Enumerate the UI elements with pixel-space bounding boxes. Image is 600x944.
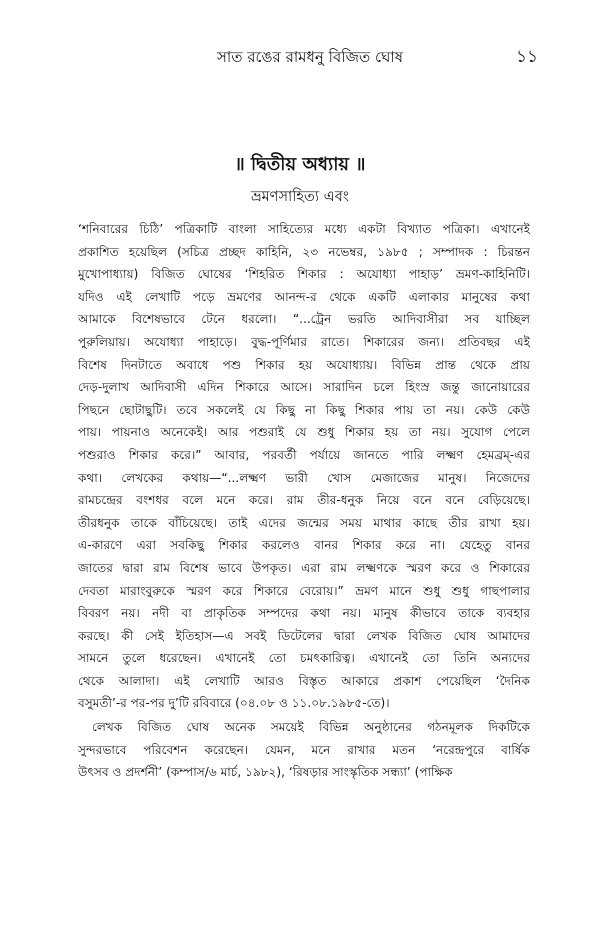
running-title: সাত রঙের রামধনু বিজিত ঘোষ <box>217 48 403 66</box>
text-line: দেড়-দুলাখ আদিবাসী এদিন শিকারে আসে। সারাদিন চলে হিংস্র জন্তু জানোয়ারের <box>78 380 530 395</box>
text-line: বিবরণ নয়। নদী বা প্রাকৃতিক সম্পদের কথা নয়। মানুষ কীভাবে তাকে ব্যবহার <box>78 606 530 621</box>
text-line: বিশেষ দিনটাতে অবাধে পশু শিকার হয় অযোধ্যায়। বিভিন্ন প্রান্ত থেকে প্রায় <box>78 357 530 372</box>
text-line: ‘শনিবারের চিঠি’ পত্রিকাটি বাংলা সাহিত্যের মধ্যে একটা বিখ্যাত পত্রিকা। এখানেই <box>78 222 530 236</box>
running-header <box>0 42 600 68</box>
text-line: রামচন্দ্রের বংশধর বলে মনে করে। রাম তীর-ধনুক নিয়ে বনে বনে বেড়িয়েছে। <box>78 493 530 508</box>
text-line: পশুরাও শিকার করে।” আবার, পরবর্তী পর্যায়ে জানতে পারি লক্ষ্মণ হেমব্রম্-এর <box>78 447 530 462</box>
text-line: তীরধনুক তাকে বাঁচিয়েছে। তাই এদের জন্মের সময় মাথার কাছে তীর রাখা হয়। <box>78 515 530 530</box>
text-line: কথা। লেখকের কথায়—“...লক্ষ্মণ ভারী খোস মেজাজের মানুষ। নিজেদের <box>78 470 530 485</box>
text-line: সুন্দরভাবে পরিবেশন করেছেন। যেমন, মনে রাখার মতন ‘নরেন্দ্রপুরে বার্ষিক <box>78 742 530 757</box>
text-line: সামনে তুলে ধরেছেন। এখানেই তো চমৎকারিত্ব। এখানেই তো তিনি অন্যদের <box>78 651 530 666</box>
text-line: মুখোপাধ্যায়) বিজিত ঘোষের ‘শিহরিত শিকার : অযোধ্যা পাহাড়’ ভ্রমণ-কাহিনিটি। <box>78 267 530 282</box>
paragraph <box>78 716 530 784</box>
text-line: লেখক বিজিত ঘোষ অনেক সময়েই বিভিন্ন অনুষ্ঠানের গঠনমূলক দিকটিকে <box>92 720 530 735</box>
text-line: যদিও এই লেখাটি পড়ে ভ্রমণের আনন্দ-র থেকে একটি এলাকার মানুষের কথা <box>78 289 530 304</box>
text-line: পায়। পায়নাও অনেকেই। আর পশুরাই যে শুধু শিকার হয় তা নয়। সুযোগ পেলে <box>78 425 530 440</box>
section-subheading: ভ্রমণসাহিত্য এবং <box>250 189 350 205</box>
body-text <box>78 218 530 784</box>
text-line: আমাকে বিশেষভাবে টেনে ধরলো। “...ট্রেন ভরতি আদিবাসীরা সব যাচ্ছিল <box>78 312 530 327</box>
text-line: পুরুলিয়ায়। অযোধ্যা পাহাড়ে। বুদ্ধ-পূর্ণিমার রাতে। শিকারের জন্য। প্রতিবছর এই <box>78 334 530 349</box>
text-line: দেবতা মারাংবুরুকে স্মরণ করে শিকারে বেরোয়।” ভ্রমণ মানে শুধু শুধু গাছপালার <box>78 583 530 598</box>
text-line: এ-কারণে এরা সবকিছু শিকার করলেও বানর শিকার করে না। যেহেতু বানর <box>78 538 530 553</box>
page-number: ১১ <box>515 47 538 67</box>
text-line: জাতের দ্বারা রাম বিশেষ ভাবে উপকৃত। এরা রাম লক্ষ্মণকে স্মরণ করে ও শিকারের <box>78 560 530 575</box>
paragraph <box>78 218 530 715</box>
text-line: বসুমতী’-র পর-পর দু’টি রবিবারে (০৪.০৮ ও ১১.০৮.১৯৮৫-তে)। <box>78 696 390 711</box>
text-line: উৎসব ও প্রদর্শনী’ (কম্পাস/৬ মার্চ, ১৯৮২), ‘রিষড়ার সাংস্কৃতিক সন্ধ্যা’ (পাক্ষিক <box>78 765 453 780</box>
text-line: থেকে আলাদা। এই লেখাটি আরও বিস্তৃত আকারে প্রকাশ পেয়েছিল ‘দৈনিক <box>78 673 530 688</box>
chapter-heading: ॥ দ্বিতীয় অধ্যায় ॥ <box>234 154 366 175</box>
text-line: প্রকাশিত হয়েছিল (সচিত্র প্রচ্ছদ কাহিনি, ২৩ নভেম্বর, ১৯৮৫ ; সম্পাদক : চিরন্তন <box>78 244 530 259</box>
text-line: করছে। কী সেই ইতিহাস—এ সবই ডিটেলের দ্বারা লেখক বিজিত ঘোষ আমাদের <box>78 628 530 643</box>
text-line: পিছনে ছোটাছুটি। তবে সকলেই যে কিছু না কিছু শিকার পায় তা নয়। কেউ কেউ <box>78 402 530 417</box>
